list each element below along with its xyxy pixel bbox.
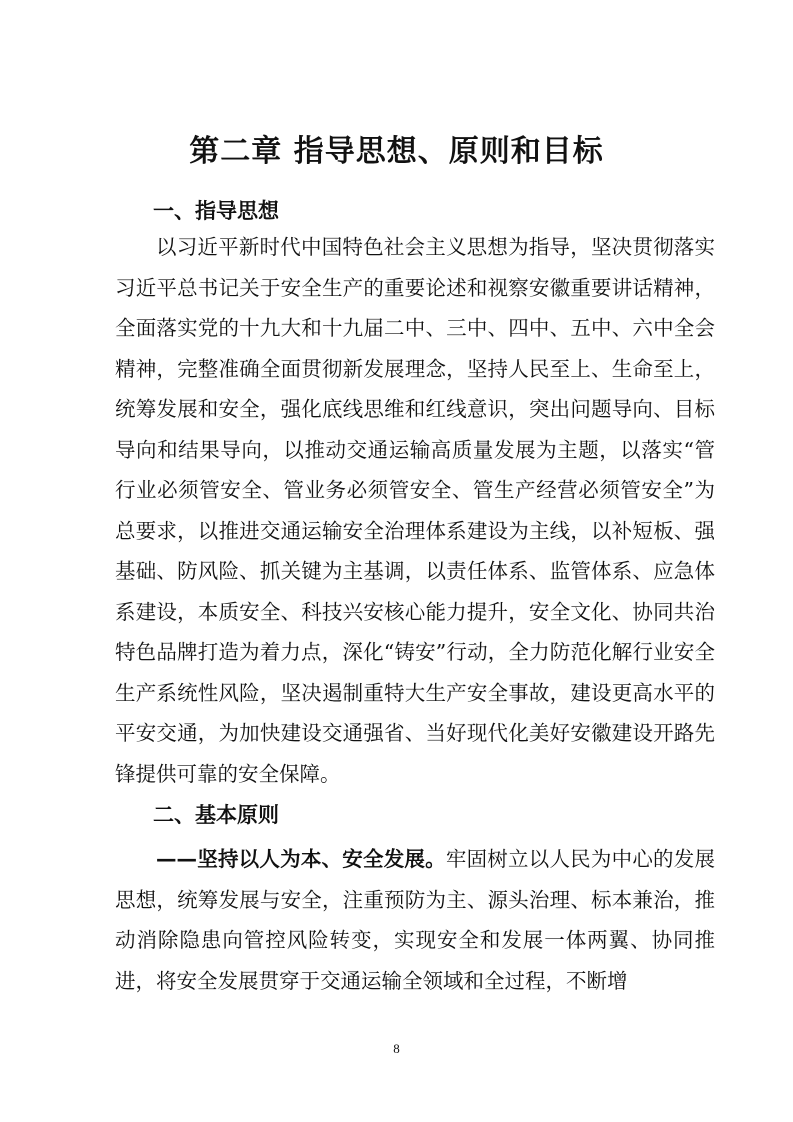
principle-lead: ——坚持以人为本、安全发展。 <box>156 847 446 871</box>
section-heading-guiding-ideology: 一、指导思想 <box>153 199 279 223</box>
basic-principles-paragraph <box>115 839 715 1001</box>
guiding-ideology-paragraph: 以习近平新时代中国特色社会主义思想为指导，坚决贯彻落实习近平总书记关于安全生产的重要论述和视察安徽重要讲话精神，全面落实党的十九大和十九届二中、三中、四中、五中、六中全会精神，完整准确全面贯彻新发展理念，坚持人民至上、生命至上，统筹发展和安全，强化底线思维和红线意识，突出问题导向、目标导向和结果导向，以推动交通运输高质量发展为主题，以落实“管行业必须管安全、管业务必须管安全、管生产经营必须管安全”为总要求，以推进交通运输安全治理体系建设为主线，以补短板、强基础、防风险、抓关键为主基调，以责任体系、监管体系、应急体系建设，本质安全、科技兴安核心能力提升，安全文化、协同共治特色品牌打造为着力点，深化“铸安”行动，全力防范化解行业安全生产系统性风险，坚决遏制重特大生产安全事故，建设更高水平的平安交通，为加快建设交通强省、当好现代化美好安徽建设开路先锋提供可靠的安全保障。 <box>115 235 715 786</box>
page-number: 8 <box>393 1041 400 1056</box>
section-heading-basic-principles: 二、基本原则 <box>153 803 279 827</box>
principle-body: 牢固树立以人民为中心的发展思想，统筹发展与安全，注重预防为主、源头治理、标本兼治，推动消除隐患向管控风险转变，实现安全和发展一体两翼、协同推进，将安全发展贯穿于交通运输全领域和全过程，不断增 <box>115 847 715 993</box>
chapter-title: 第二章 指导思想、原则和目标 <box>189 134 604 169</box>
